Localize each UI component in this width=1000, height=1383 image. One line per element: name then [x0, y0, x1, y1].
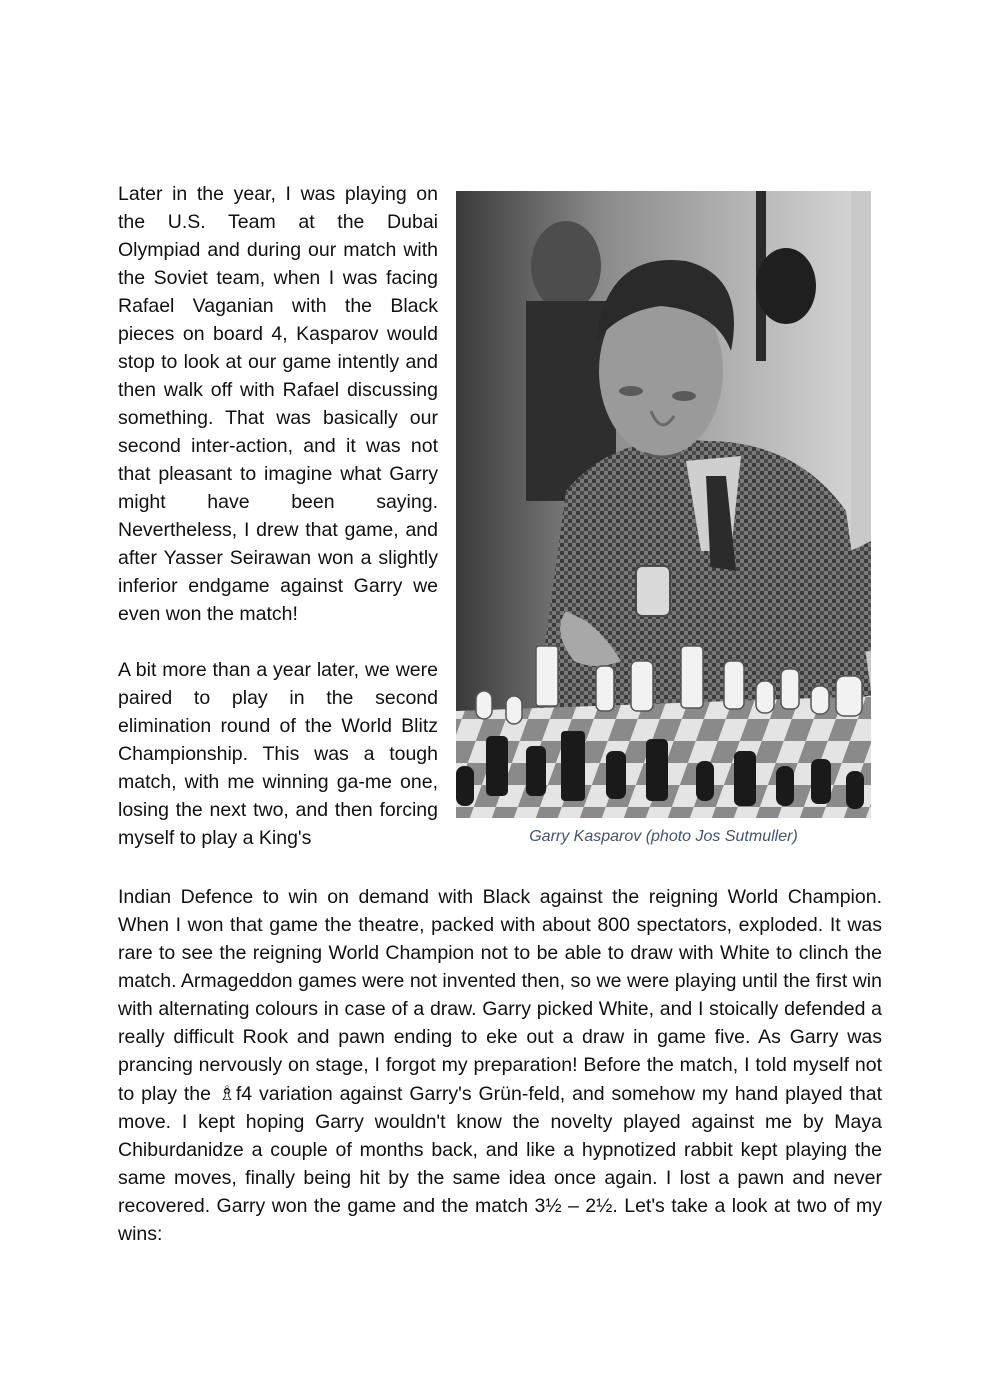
bishop-icon: ♗	[217, 1081, 236, 1105]
photo-illustration	[456, 191, 871, 818]
text-after-bishop: f4 variation against Garry's Grün-feld, and somehow my hand played that move. I kept hoping Garry wouldn't know the novelty played against me by Maya Chiburdanidze a couple of months back, and like a hypnotized rabbit kept playing the same moves, finally being hit by the same idea once again. I lost a pawn and never recovered. Garry won the game and the match 3½ – 2½. Let's take a look at two of my wins:	[118, 1083, 882, 1245]
paragraph-blitz-continued	[118, 883, 882, 1248]
paragraph-blitz-column: A bit more than a year later, we were paired to play in the second elimination round of the World Blitz Championship. This was a tough match, with me winning ga-me one, losing the next two, and then forcing myself to play a King's	[118, 659, 438, 849]
text-before-bishop: Indian Defence to win on demand with Black against the reigning World Champion. When I won that game the theatre, packed with about 800 spectators, exploded. It was rare to see the reigning World Champion not to be able to draw with White to clinch the match. Armageddon games were not invented then, so we were playing until the first win with alternating colours in case of a draw. Garry picked White, and I stoically defended a really difficult Rook and pawn ending to eke out a draw in game five. As Garry was prancing nervously on stage, I forgot my preparation! Before the match, I told myself not to play the	[118, 886, 882, 1105]
paragraph-olympiad: Later in the year, I was playing on the U.S. Team at the Dubai Olympiad and during our match with the Soviet team, when I was facing Rafael Vaganian with the Black pieces on board 4, Kasparov would stop to look at our game intently and then walk off with Rafael discussing something. That was basically our second inter-action, and it was not that pleasant to imagine what Garry might have been saying. Nevertheless, I drew that game, and after Yasser Seirawan won a slightly inferior endgame against Garry we even won the match!	[118, 183, 438, 625]
kasparov-photo	[456, 191, 871, 818]
text-column	[118, 180, 438, 852]
photo-caption: Garry Kasparov (photo Jos Sutmuller)	[529, 828, 798, 845]
